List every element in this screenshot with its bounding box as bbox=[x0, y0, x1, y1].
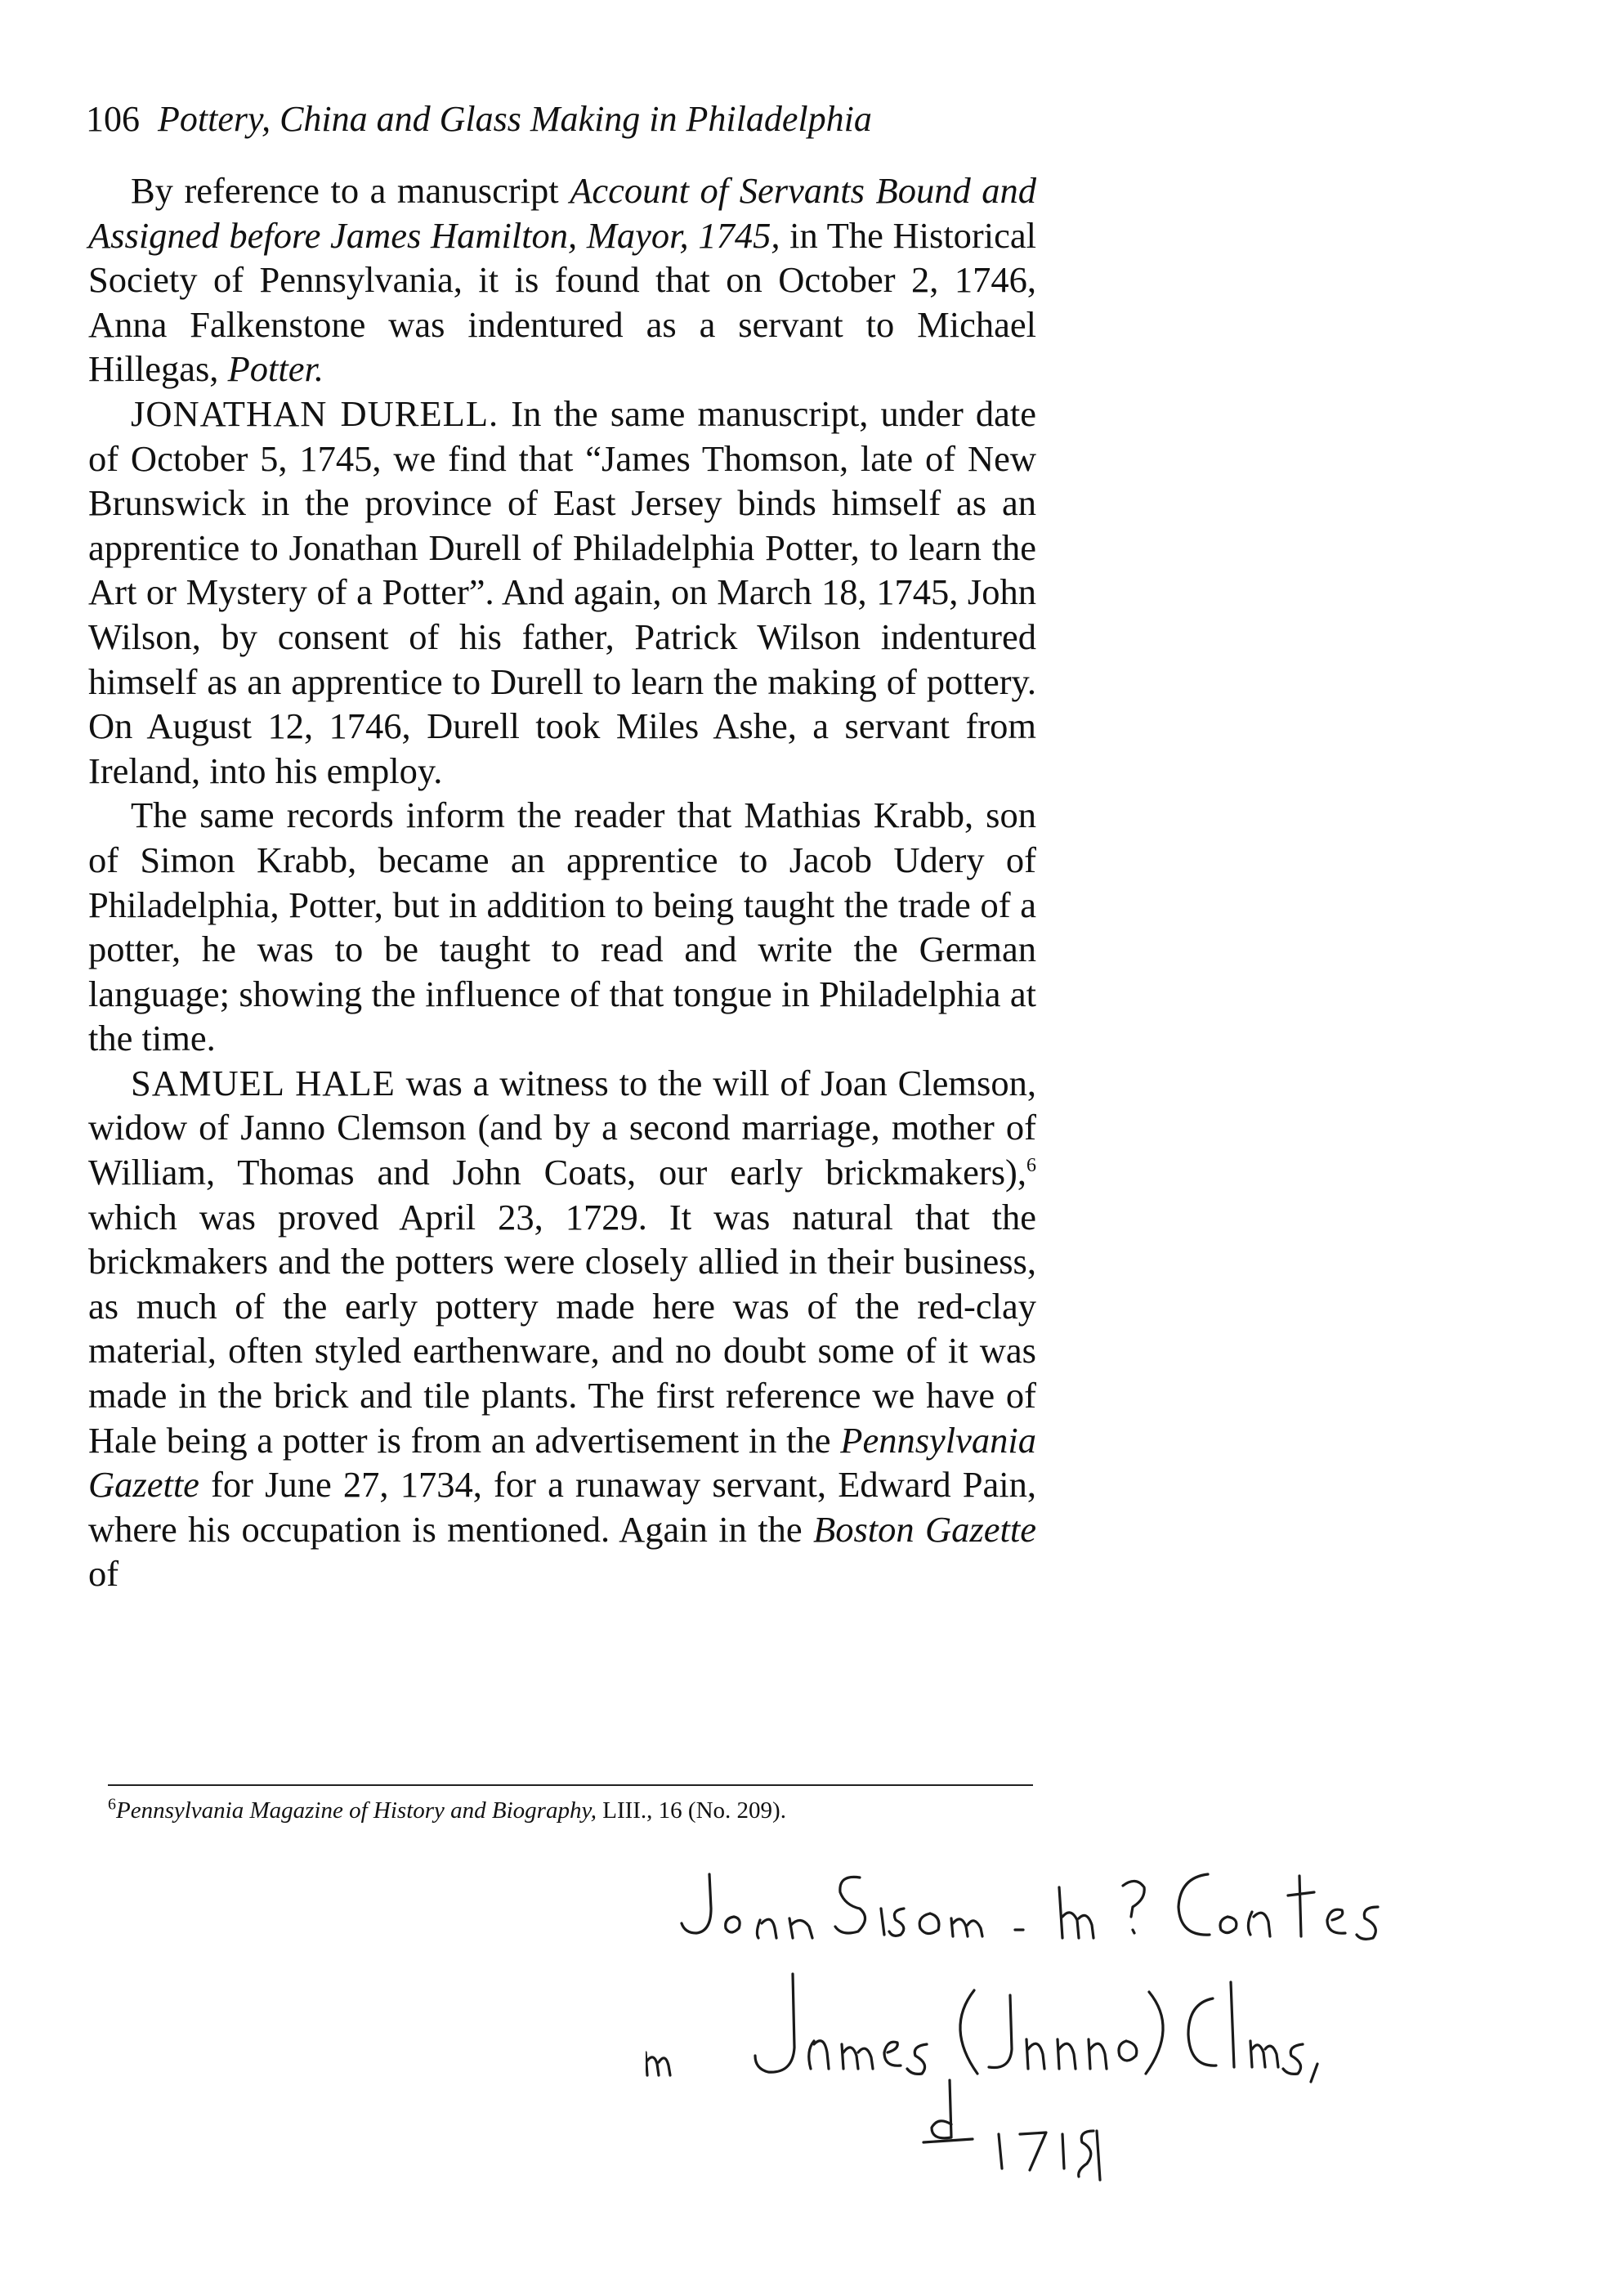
pennsylvania-gazette: Pennsylvania Gazette bbox=[88, 1419, 1036, 1506]
footnote-reference: 6 bbox=[1026, 1155, 1036, 1177]
footnote-source-title: Pennsylvania Magazine of History and Biography, bbox=[116, 1797, 597, 1824]
paragraph-4 bbox=[88, 1061, 1036, 1596]
paragraph-2 bbox=[88, 392, 1036, 793]
footnote-mark: 6 bbox=[108, 1795, 116, 1814]
boston-gazette: Boston Gazette bbox=[813, 1508, 1036, 1550]
paragraph-4-text-f: of bbox=[88, 1553, 119, 1595]
footnote-divider bbox=[108, 1784, 1033, 1786]
paragraph-2-text: In the same manuscript, under date of October 5, 1745, we find that “James Thomson, late of New Brunswick in the province of East Jersey binds himself as an apprentice to Jonathan Durell of Philadelphia Potter, to learn the Art or Mystery of a Potter”. And again, on March 18, 1745, John Wilson, by consent of his father, Patrick Wilson indentured himself as an apprentice to Durell to learn the making of pottery. On August 12, 1746, Durell took Miles Ashe, a servant from Ireland, into his employ. bbox=[88, 392, 1036, 791]
name-samuel-hale: SAMUEL HALE bbox=[131, 1062, 396, 1103]
page-number: 106 bbox=[86, 99, 140, 139]
paragraph-1 bbox=[88, 168, 1036, 392]
footnote-citation: LIII., 16 (No. 209). bbox=[597, 1797, 786, 1824]
manuscript-title: Account of Servants Bound and Assigned before James Hamilton, Mayor, 1745, bbox=[88, 170, 1036, 256]
paragraph-4-text-a: was a witness to the will of Joan Clemson, widow of Janno Clemson (and by a second marriage, mother of William, Thomas and John Coats, our early brickmakers), bbox=[88, 1062, 1036, 1193]
body-text bbox=[88, 168, 1036, 1596]
handwritten-annotation bbox=[646, 1860, 1561, 2203]
paragraph-4-text-b: which was proved April 23, 1729. It was natural that the brickmakers and the potters were closely allied in their business, as much of the early pottery made here was of the red-clay material, often styled earthenware, and no doubt some of it was made in the brick and tile plants. The first reference we have of Hale being a potter is from an advertisement in the bbox=[88, 1196, 1036, 1461]
paragraph-3-text: The same records inform the reader that Mathias Krabb, son of Simon Krabb, became an apprentice to Jacob Udery of Philadelphia, Potter, but in addition to being taught the trade of a potter, he was to be taught to read and write the German language; showing the influence of that tongue in Philadelphia at the time. bbox=[88, 794, 1036, 1059]
handwriting-line-3 bbox=[923, 2080, 1100, 2180]
paragraph-1-text-c: in The Historical Society of Pennsylvania, it is found that on October 2, 1746, Anna Falkenstone was indentured as a servant to Michael Hillegas, bbox=[88, 214, 1036, 390]
paragraph-3 bbox=[88, 793, 1036, 1061]
paragraph-1-text-a: By reference to a manuscript bbox=[131, 170, 570, 211]
running-head-title: Pottery, China and Glass Making in Philadelphia bbox=[158, 99, 872, 139]
occupation-potter: Potter. bbox=[227, 348, 324, 390]
footnote bbox=[108, 1795, 1033, 1826]
paragraph-4-text-d: for June 27, 1734, for a runaway servant, Edward Pain, where his occupation is mentioned. Again in the bbox=[88, 1464, 1036, 1550]
name-jonathan-durell: JONATHAN DURELL. bbox=[131, 392, 499, 434]
running-head bbox=[86, 96, 1042, 142]
